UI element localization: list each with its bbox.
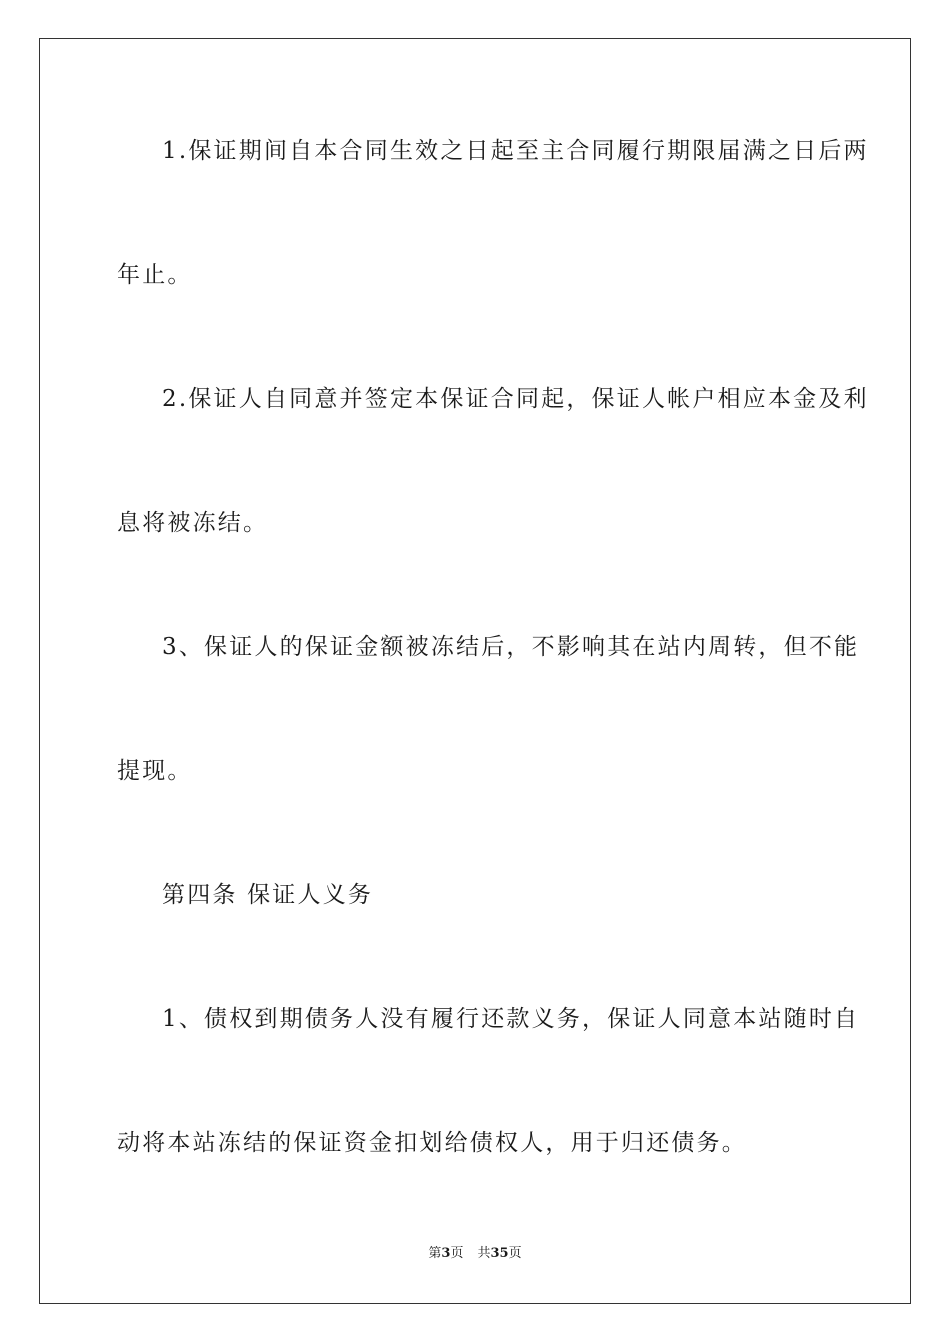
footer-page-prefix: 第	[428, 1246, 442, 1261]
section-heading: 第四条 保证人义务	[162, 882, 374, 908]
paragraph-4-line-2: 动将本站冻结的保证资金扣划给债权人，用于归还债务。	[117, 1130, 747, 1156]
paragraph-3-line-1: 3、保证人的保证金额被冻结后，不影响其在站内周转，但不能	[162, 634, 860, 660]
paragraph-3-line-2: 提现。	[117, 758, 193, 784]
page-border	[39, 38, 911, 1304]
footer-page-number: 3	[441, 1246, 451, 1261]
footer-page-suffix: 页	[450, 1246, 464, 1261]
footer-total-suffix: 页	[508, 1246, 522, 1261]
footer-total-prefix: 共	[477, 1246, 491, 1261]
paragraph-2-line-2: 息将被冻结。	[117, 510, 269, 536]
paragraph-1-line-2: 年止。	[117, 262, 193, 288]
page-footer	[0, 1245, 950, 1263]
paragraph-4-line-1: 1、债权到期债务人没有履行还款义务，保证人同意本站随时自	[162, 1006, 860, 1032]
paragraph-1-line-1: 1.保证期间自本合同生效之日起至主合同履行期限届满之日后两	[162, 138, 869, 164]
paragraph-2-line-1: 2.保证人自同意并签定本保证合同起，保证人帐户相应本金及利	[162, 386, 869, 412]
footer-total-pages: 35	[490, 1246, 509, 1261]
